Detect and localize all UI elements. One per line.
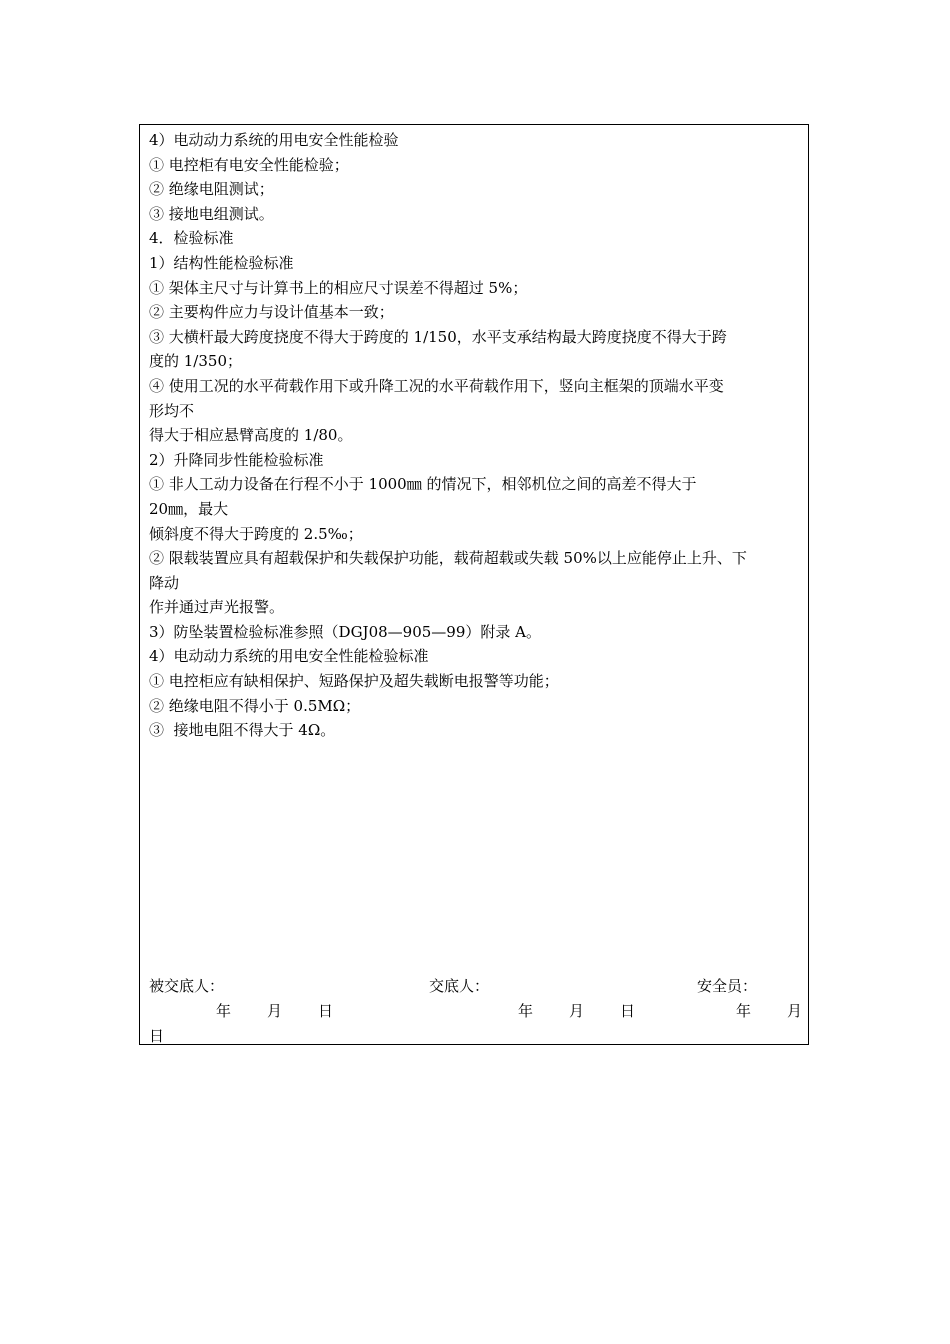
subsection-heading: 1）结构性能检验标准 (149, 253, 294, 272)
safety-officer-label: 安全员： (697, 977, 758, 995)
text-line: ① 电控柜有电安全性能检验； (149, 155, 349, 174)
text-line: ③ 接地电组测试。 (149, 204, 274, 223)
text-line: 度的 1/350； (149, 352, 242, 371)
recipient-year: 年 (216, 1002, 232, 1020)
text-line: ② 主要构件应力与设计值基本一致； (149, 303, 394, 322)
signature-dates-row (149, 999, 804, 1024)
text-line: 20㎜，最大 (149, 499, 229, 518)
safety-officer-year: 年 (736, 1002, 752, 1020)
disclosure-record-box (139, 124, 809, 1045)
signature-block (149, 974, 804, 1049)
text-line: ① 架体主尺寸与计算书上的相应尺寸误差不得超过 5%； (149, 278, 528, 297)
safety-officer-month: 月 (787, 1002, 803, 1020)
text-line: 作并通过声光报警。 (149, 598, 285, 617)
text-line: ② 绝缘电阻测试； (149, 180, 274, 199)
subsection-heading: 3）防坠装置检验标准参照（DGJ08—905—99）附录 A。 (149, 622, 541, 641)
safety-officer-day: 日 (149, 1027, 165, 1045)
text-line: 4）电动动力系统的用电安全性能检验 (149, 131, 399, 149)
section-heading: 4．检验标准 (149, 229, 234, 248)
discloser-month: 月 (569, 1002, 585, 1020)
text-line: ① 电控柜应有缺相保护、短路保护及超失载断电报警等功能； (149, 672, 559, 691)
text-line: ② 限载装置应具有超载保护和失载保护功能，载荷超载或失载 50%以上应能停止上升、下 (149, 549, 747, 568)
subsection-heading: 2）升降同步性能检验标准 (149, 450, 324, 469)
signature-dates-overflow-row (149, 1024, 804, 1049)
discloser-year: 年 (518, 1002, 534, 1020)
text-line: 倾斜度不得大于跨度的 2.5‰； (149, 524, 363, 543)
text-line: 降动 (149, 573, 180, 592)
text-line: ④ 使用工况的水平荷载作用下或升降工况的水平荷载作用下，竖向主框架的顶端水平变 (149, 376, 724, 395)
signature-labels-row (149, 974, 804, 999)
recipient-month: 月 (267, 1002, 283, 1020)
subsection-heading: 4）电动动力系统的用电安全性能检验标准 (149, 647, 429, 666)
text-line: 得大于相应悬臂高度的 1/80。 (149, 426, 353, 445)
discloser-label: 交底人： (429, 977, 490, 995)
discloser-day: 日 (620, 1002, 636, 1020)
text-line: ③ 大横杆最大跨度挠度不得大于跨度的 1/150，水平支承结构最大跨度挠度不得大于跨 (149, 327, 727, 346)
text-line: ① 非人工动力设备在行程不小于 1000㎜ 的情况下，相邻机位之间的高差不得大于 (149, 475, 697, 494)
inspection-standards-text (149, 128, 804, 743)
text-line: ③ 接地电阻不得大于 4Ω。 (149, 721, 336, 740)
recipient-label: 被交底人： (149, 977, 225, 995)
recipient-day: 日 (318, 1002, 334, 1020)
text-line: 形均不 (149, 401, 195, 420)
text-line: ② 绝缘电阻不得小于 0.5MΩ； (149, 696, 361, 715)
